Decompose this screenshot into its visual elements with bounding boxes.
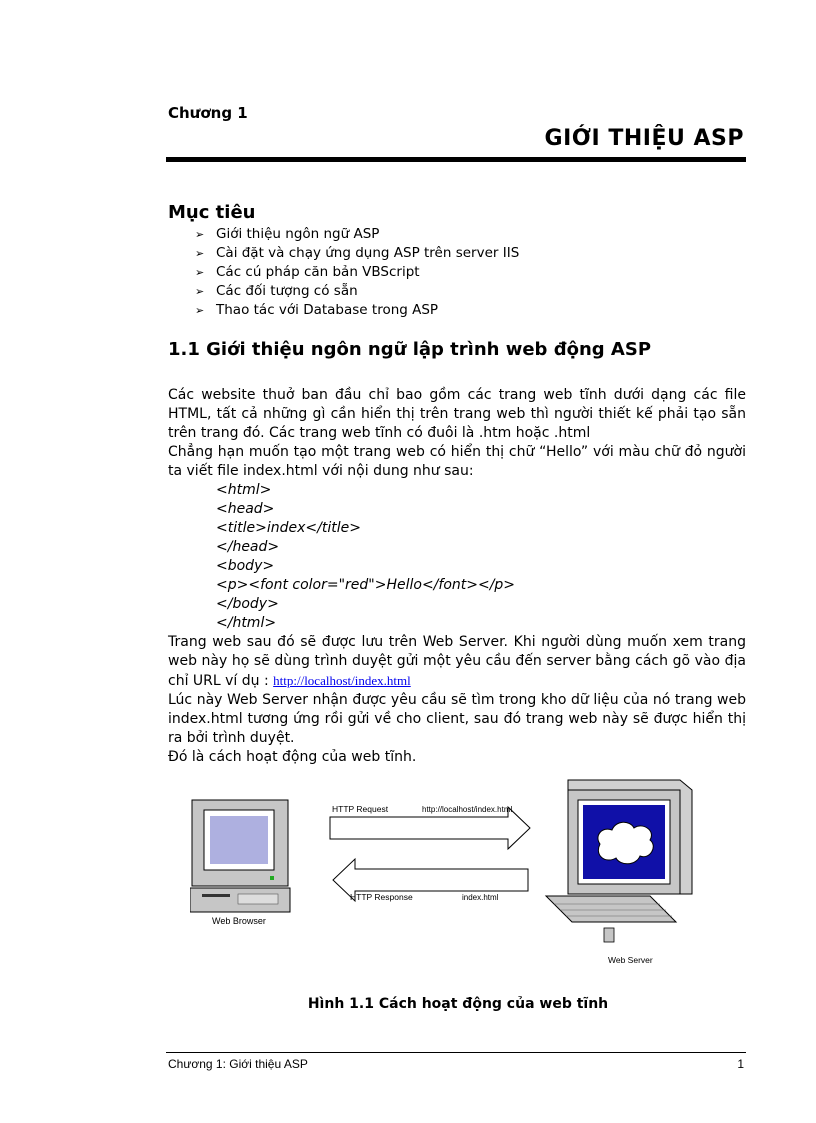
paragraph-request-text: Trang web sau đó sẽ được lưu trên Web Server. Khi người dùng muốn xem trang web này họ sẽ dùng trình duyệt gửi một yêu cầu đến server bằng cách gõ vào địa chỉ URL ví dụ : (168, 634, 746, 689)
figure-diagram (190, 770, 700, 970)
arrow-bullet-icon: ➢ (195, 247, 205, 260)
chapter-label: Chương 1 (168, 104, 248, 122)
title-rule (166, 157, 746, 162)
web-browser-label: Web Browser (212, 916, 266, 926)
arrow-bullet-icon: ➢ (195, 228, 205, 241)
paragraph-server: Lúc này Web Server nhận được yêu cầu sẽ tìm trong kho dữ liệu của nó trang web index.html tương ứng rồi gửi về cho client, sau đó trang web này sẽ được hiển thị ra bởi trình duyệt. (168, 692, 746, 746)
request-label: HTTP Request (332, 804, 389, 814)
paragraph-summary: Đó là cách hoạt động của web tĩnh. (168, 749, 417, 765)
static-web-figure (190, 770, 700, 970)
body-text (168, 386, 746, 767)
request-url: http://localhost/index.html (422, 805, 513, 814)
list-item (195, 301, 519, 320)
response-label: HTTP Response (350, 892, 413, 902)
response-file: index.html (462, 893, 499, 902)
objectives-heading: Mục tiêu (168, 202, 256, 223)
code-line: <title>index</title> (216, 520, 361, 536)
section-heading: 1.1 Giới thiệu ngôn ngữ lập trình web động ASP (168, 339, 652, 360)
objective-text: Cài đặt và chạy ứng dụng ASP trên server IIS (216, 245, 520, 261)
chapter-title: GIỚI THIỆU ASP (544, 126, 744, 151)
web-browser-computer-icon (190, 800, 290, 912)
code-block (216, 481, 746, 633)
code-line: <head> (216, 501, 275, 517)
code-line: </body> (216, 596, 279, 612)
code-line: <p><font color="red">Hello</font></p> (216, 577, 516, 593)
code-line: <body> (216, 558, 275, 574)
objectives-list (195, 225, 519, 320)
footer-chapter: Chương 1: Giới thiệu ASP (168, 1057, 308, 1071)
objective-text: Giới thiệu ngôn ngữ ASP (216, 226, 380, 242)
arrow-bullet-icon: ➢ (195, 266, 205, 279)
figure-caption: Hình 1.1 Cách hoạt động của web tĩnh (307, 996, 609, 1012)
arrow-bullet-icon: ➢ (195, 304, 205, 317)
code-line: <html> (216, 482, 272, 498)
list-item (195, 282, 519, 301)
list-item (195, 263, 519, 282)
footer-rule (166, 1052, 746, 1053)
paragraph-intro: Các website thuở ban đầu chỉ bao gồm các trang web tĩnh dưới dạng các file HTML, tất cả những gì cần hiển thị trên trang web thì người thiết kế phải tạo sẵn trên trang đó. Các trang web tĩnh có đuôi là .htm hoặc .html (168, 387, 746, 441)
list-item (195, 225, 519, 244)
code-line: </html> (216, 615, 277, 631)
list-item (195, 244, 519, 263)
url-link[interactable]: http://localhost/index.html (273, 673, 411, 688)
paragraph-request (168, 633, 746, 691)
code-line: </head> (216, 539, 280, 555)
web-server-label: Web Server (608, 955, 653, 965)
objective-text: Các cú pháp căn bản VBScript (216, 264, 420, 280)
page-number: 1 (737, 1057, 744, 1071)
paragraph-example: Chẳng hạn muốn tạo một trang web có hiển thị chữ “Hello” với màu chữ đỏ người ta viết file index.html với nội dung như sau: (168, 444, 746, 479)
arrow-bullet-icon: ➢ (195, 285, 205, 298)
web-server-computer-icon (546, 780, 692, 942)
objective-text: Thao tác với Database trong ASP (216, 302, 439, 318)
objective-text: Các đối tượng có sẵn (216, 283, 358, 299)
